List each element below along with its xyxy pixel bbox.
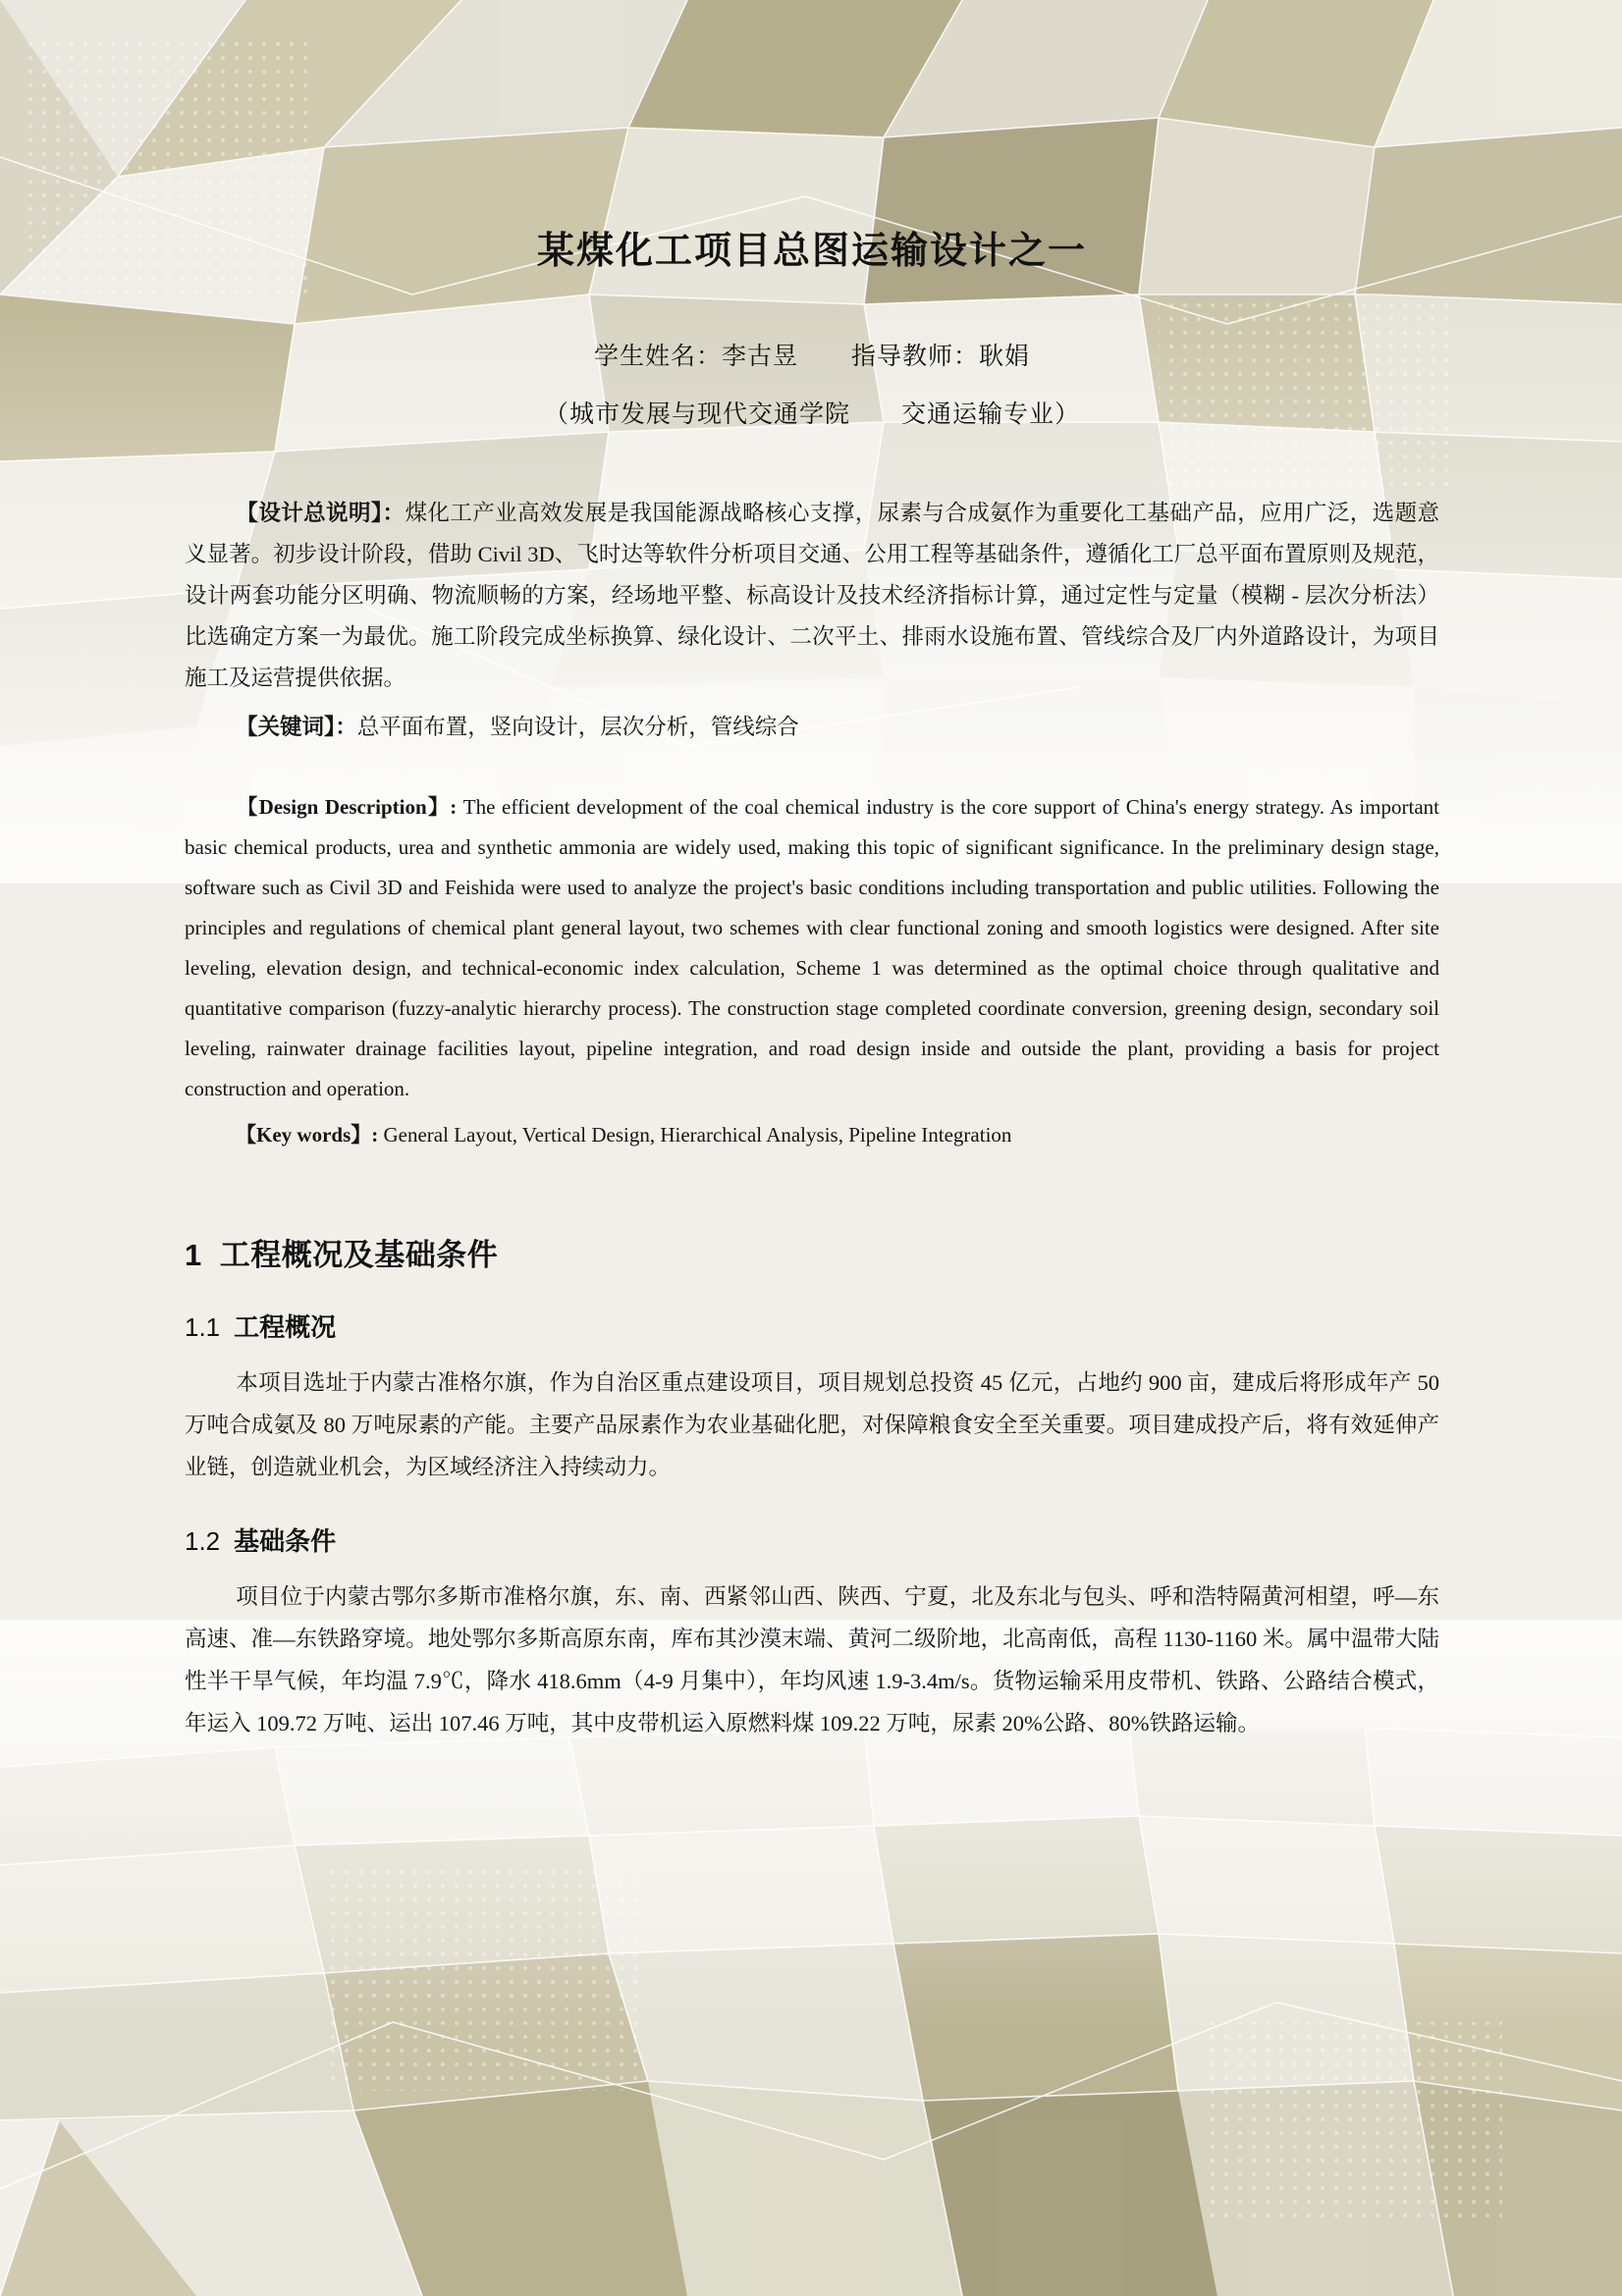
subsection-title: 基础条件 bbox=[234, 1526, 337, 1556]
subsection-title: 工程概况 bbox=[234, 1312, 337, 1342]
section-title: 工程概况及基础条件 bbox=[219, 1238, 499, 1272]
advisor-name: 指导教师：耿娟 bbox=[850, 343, 1030, 370]
abstract-en-lead: 【Design Description】: bbox=[236, 795, 458, 819]
keywords-en bbox=[185, 1115, 1439, 1155]
abstract-cn-text: 煤化工产业高效发展是我国能源战略核心支撑，尿素与合成氨作为重要化工基础产品，应用广泛，选题意义显著。初步设计阶段，借助 Civil 3D、飞时达等软件分析项目交通、公用工程等基础条件，遵循化工厂总平面布置原则及规范，设计两套功能分区明确、物流顺畅的方案，经场地平整、标高设计及技术经济指标计算，通过定性与定量（模糊 - 层次分析法）比选确定方案一为最优。施工阶段完成坐标换算、绿化设计、二次平土、排雨水设施布置、管线综合及厂内外道路设计，为项目施工及运营提供依据。 bbox=[185, 501, 1439, 690]
paragraph-text: 本项目选址于内蒙古准格尔旗，作为自治区重点建设项目，项目规划总投资 45 亿元，占地约 900 亩，建成后将形成年产 50 万吨合成氨及 80 万吨尿素的产能。主要产品尿素作为农业基础化肥，对保障粮食安全至关重要。项目建成投产后，将有效延伸产业链，创造就业机会，为区域经济注入持续动力。 bbox=[185, 1370, 1439, 1479]
section-heading-1 bbox=[185, 1230, 1439, 1274]
subsection-number: 1.1 bbox=[185, 1312, 221, 1342]
section-number: 1 bbox=[185, 1238, 202, 1272]
abstract-cn-lead: 【设计总说明】： bbox=[236, 501, 406, 525]
abstract-chinese bbox=[185, 493, 1439, 748]
keywords-en-lead: 【Key words】: bbox=[236, 1123, 379, 1147]
subsection-heading-1-1 bbox=[185, 1308, 1439, 1344]
abstract-english bbox=[185, 787, 1439, 1155]
paragraph-1-1 bbox=[185, 1362, 1439, 1488]
keywords-cn-text: 总平面布置，竖向设计，层次分析，管线综合 bbox=[356, 715, 799, 739]
keywords-cn bbox=[185, 707, 1439, 748]
subsection-heading-1-2 bbox=[185, 1522, 1439, 1558]
paragraph-text: 项目位于内蒙古鄂尔多斯市准格尔旗，东、南、西紧邻山西、陕西、宁夏，北及东北与包头、呼和浩特隔黄河相望，呼—东高速、准—东铁路穿境。地处鄂尔多斯高原东南，库布其沙漠末端、黄河二级阶地，北高南低，高程 1130-1160 米。属中温带大陆性半干旱气候，年均温 7.9℃，降水 418.6mm（4-9 月集中），年均风速 1.9-3.4m/s。货物运输采用皮带机、铁路、公路结合模式，年运入 109.72 万吨、运出 107.46 万吨，其中皮带机运入原燃料煤 109.22 万吨，尿素 20%公路、80%铁路运输。 bbox=[185, 1584, 1439, 1735]
paragraph-1-2 bbox=[185, 1575, 1439, 1744]
abstract-en-paragraph bbox=[185, 787, 1439, 1109]
student-name: 学生姓名：李古昱 bbox=[594, 343, 799, 370]
abstract-cn-paragraph bbox=[185, 493, 1439, 699]
page-title: 某煤化工项目总图运输设计之一 bbox=[536, 231, 1087, 272]
subsection-number: 1.2 bbox=[185, 1526, 221, 1556]
affiliation: （城市发展与现代交通学院 交通运输专业） bbox=[543, 400, 1080, 428]
byline bbox=[185, 337, 1439, 372]
keywords-cn-lead: 【关键词】： bbox=[236, 715, 357, 739]
abstract-en-text: The efficient development of the coal chemical industry is the core support of China's energy strategy. As important basic chemical products, urea and synthetic ammonia are widely used, making this topic of significant significance. In the preliminary design stage, software such as Civil 3D and Feishida were used to analyze the project's basic conditions including transportation and public utilities. Following the principles and regulations of chemical plant general layout, two schemes with clear functional zoning and smooth logistics were designed. After site leveling, elevation design, and technical-economic index calculation, Scheme 1 was determined as the optimal choice through qualitative and quantitative comparison (fuzzy-analytic hierarchy process). The construction stage completed coordinate conversion, greening design, secondary soil leveling, rainwater drainage facilities layout, pipeline integration, and road design inside and outside the plant, providing a basis for project construction and operation. bbox=[185, 795, 1439, 1100]
keywords-en-text: General Layout, Vertical Design, Hierarchical Analysis, Pipeline Integration bbox=[378, 1123, 1012, 1147]
